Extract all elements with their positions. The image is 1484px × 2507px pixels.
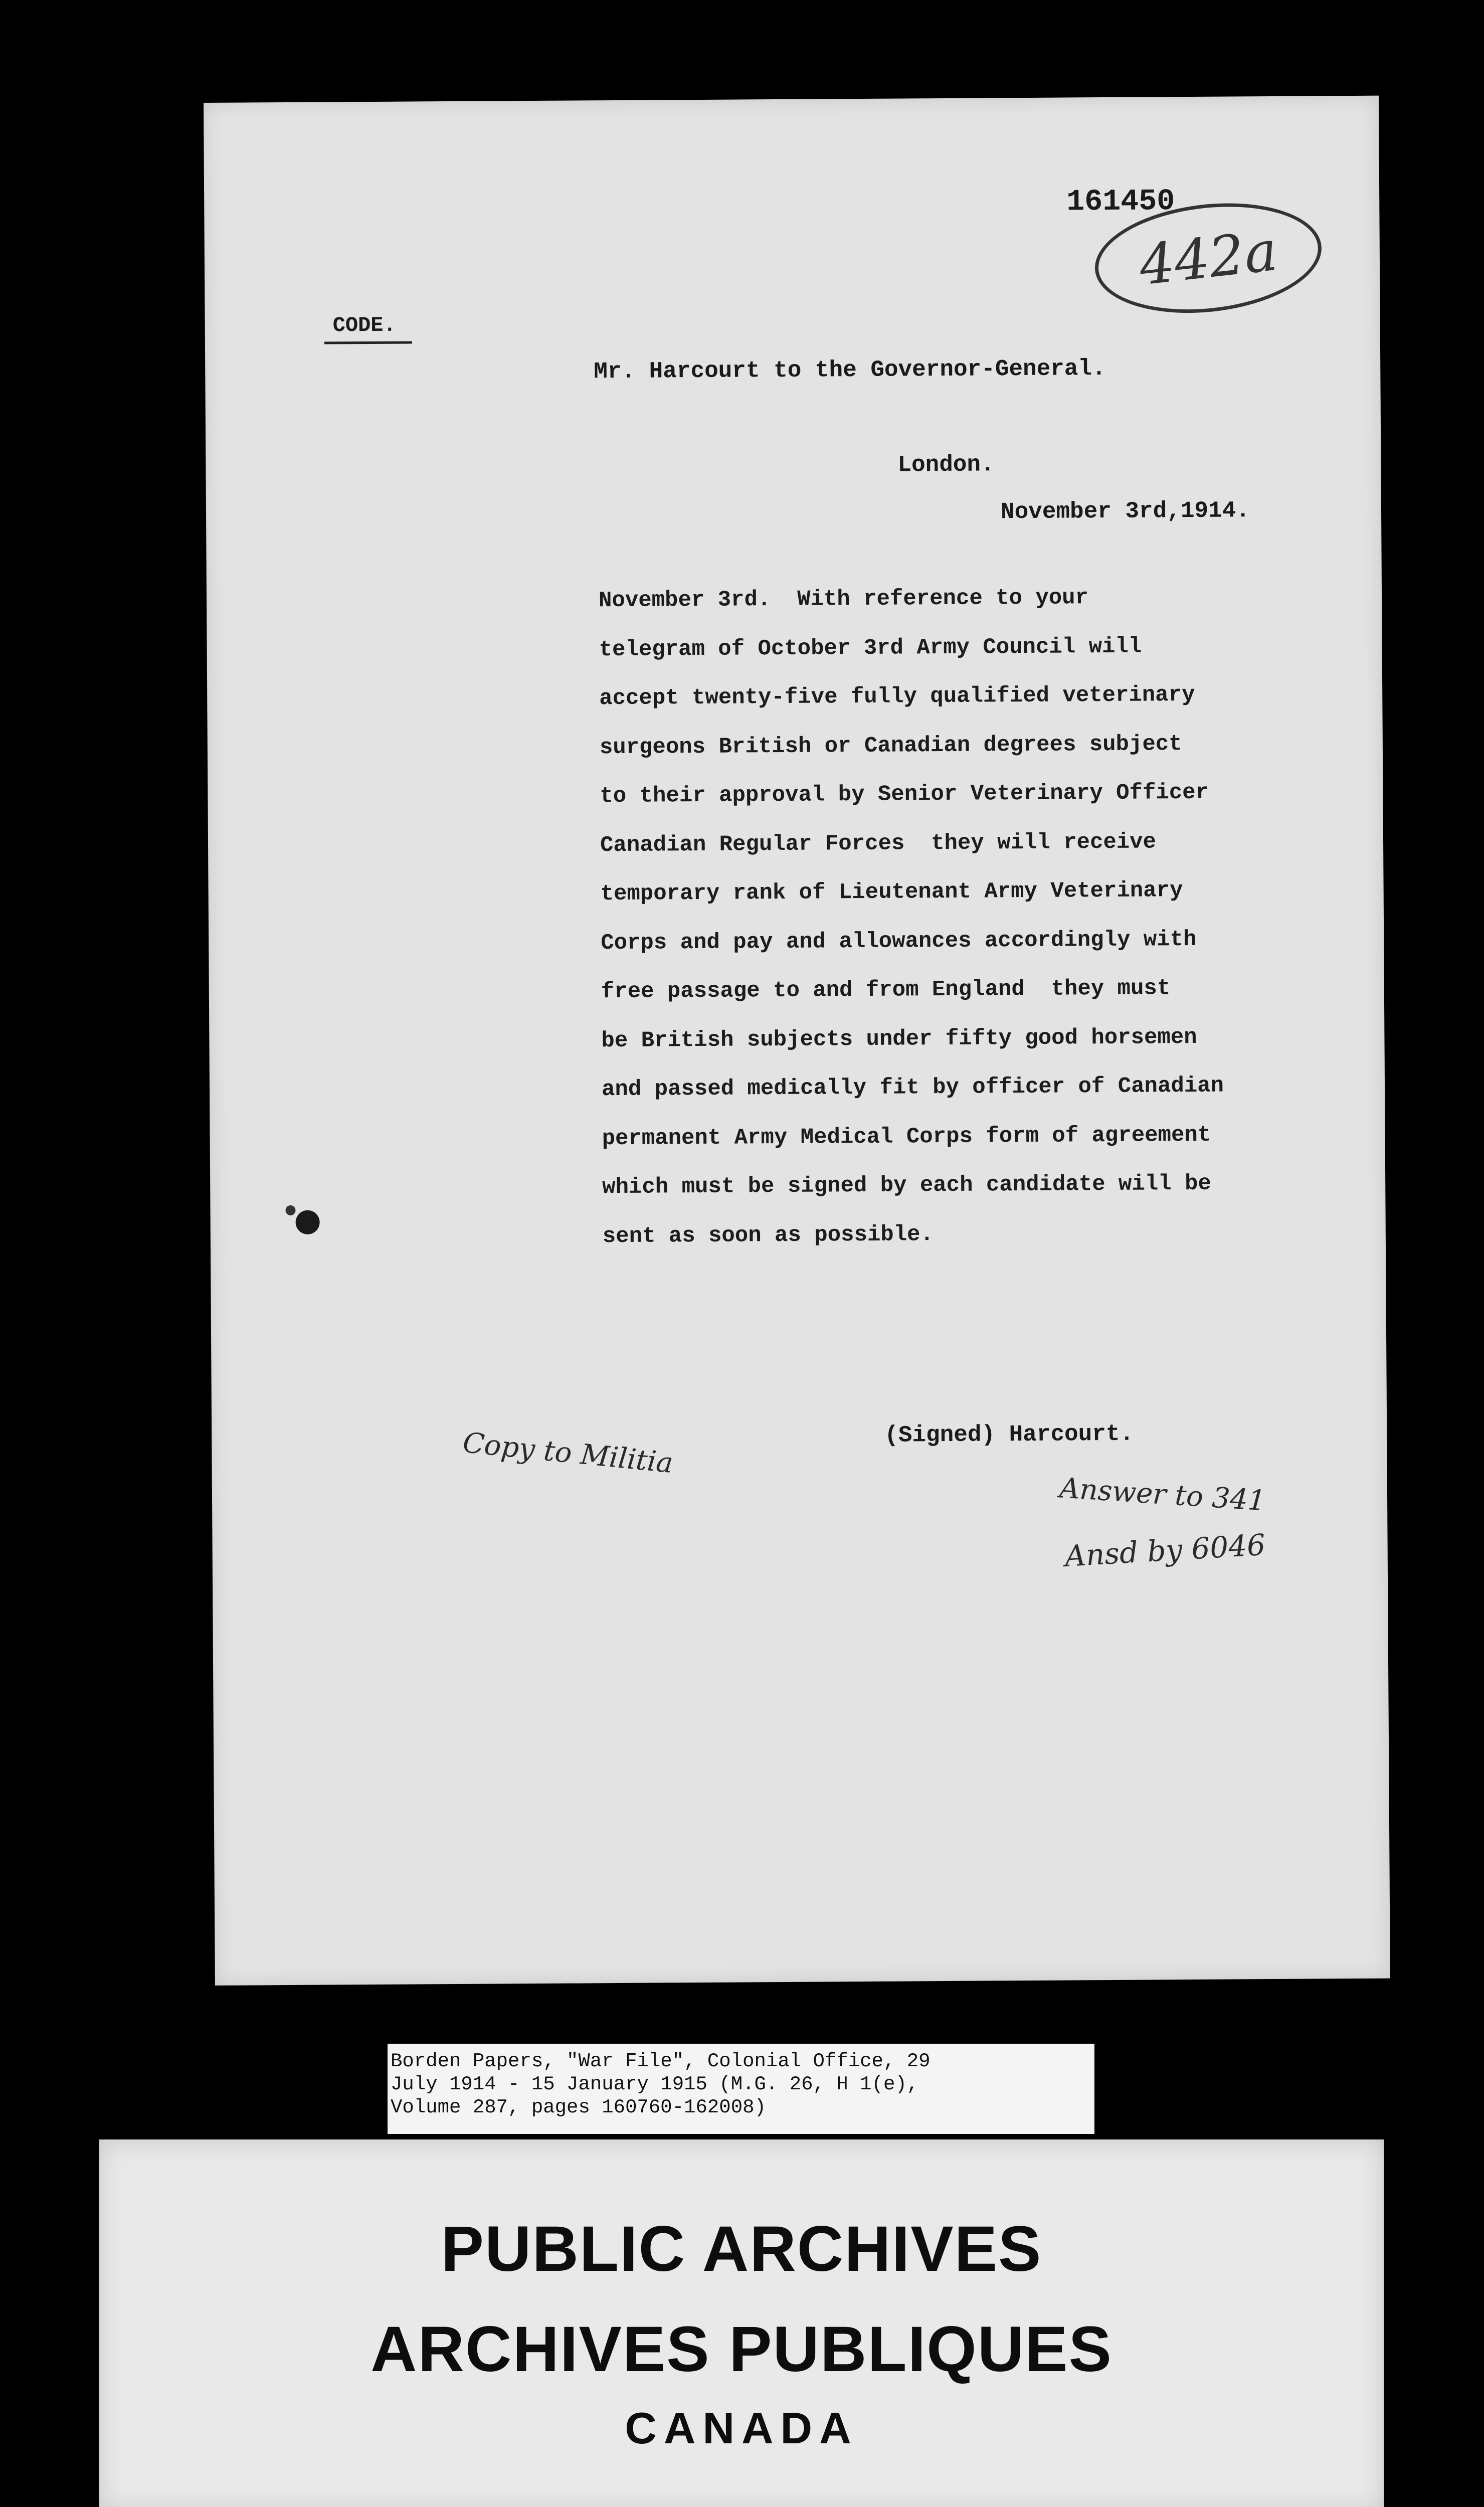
punch-hole xyxy=(295,1210,319,1234)
handwritten-copy-note: Copy to Militia xyxy=(461,1426,675,1480)
body-line: temporary rank of Lieutenant Army Veterinary xyxy=(600,878,1183,907)
handwritten-answer-note: Answer to 341 xyxy=(1058,1472,1267,1518)
margin-mark xyxy=(285,1205,295,1215)
body-line: be British subjects under fifty good horsemen xyxy=(601,1024,1197,1053)
code-underline xyxy=(324,341,412,344)
body-line: sent as soon as possible. xyxy=(602,1221,934,1249)
body-line: Corps and pay and allowances accordingly with xyxy=(601,927,1197,956)
body-line: surgeons British or Canadian degrees subject xyxy=(599,731,1182,760)
body-line: accept twenty-five fully qualified veterinary xyxy=(599,682,1195,711)
code-label: CODE. xyxy=(332,313,396,338)
circled-page-number: 442a xyxy=(1089,192,1327,324)
archives-title-english: PUBLIC ARCHIVES xyxy=(441,2213,1042,2285)
signature-line: (Signed) Harcourt. xyxy=(884,1420,1134,1449)
body-line: free passage to and from England they must xyxy=(601,976,1171,1005)
body-line: permanent Army Medical Corps form of agreement xyxy=(602,1122,1211,1151)
date-line: November 3rd,1914. xyxy=(1000,497,1250,525)
archives-card xyxy=(99,2139,1384,2507)
telegram-body xyxy=(599,581,1415,1270)
body-line: and passed medically fit by officer of Canadian xyxy=(601,1073,1224,1103)
citation-line: Borden Papers, "War File", Colonial Office, 29 xyxy=(391,2050,931,2072)
document-page xyxy=(204,96,1390,1986)
archives-country: CANADA xyxy=(625,2403,858,2453)
body-line: November 3rd. With reference to your xyxy=(598,585,1089,614)
citation-line: Volume 287, pages 160760-162008) xyxy=(391,2096,766,2118)
place-line: London. xyxy=(897,451,995,478)
citation-label xyxy=(388,2044,1094,2134)
body-line: to their approval by Senior Veterinary Officer xyxy=(600,780,1209,809)
body-line: telegram of October 3rd Army Council will xyxy=(599,634,1142,662)
handwritten-answered-note: Ansd by 6046 xyxy=(1064,1527,1266,1573)
document-heading: Mr. Harcourt to the Governor-General. xyxy=(594,355,1106,385)
document-number: 161450 xyxy=(1066,185,1175,220)
body-line: which must be signed by each candidate will be xyxy=(602,1171,1211,1200)
citation-line: July 1914 - 15 January 1915 (M.G. 26, H 1(e), xyxy=(391,2073,919,2095)
archives-title-french: ARCHIVES PUBLIQUES xyxy=(370,2313,1112,2385)
body-line: Canadian Regular Forces they will receive xyxy=(600,829,1157,858)
